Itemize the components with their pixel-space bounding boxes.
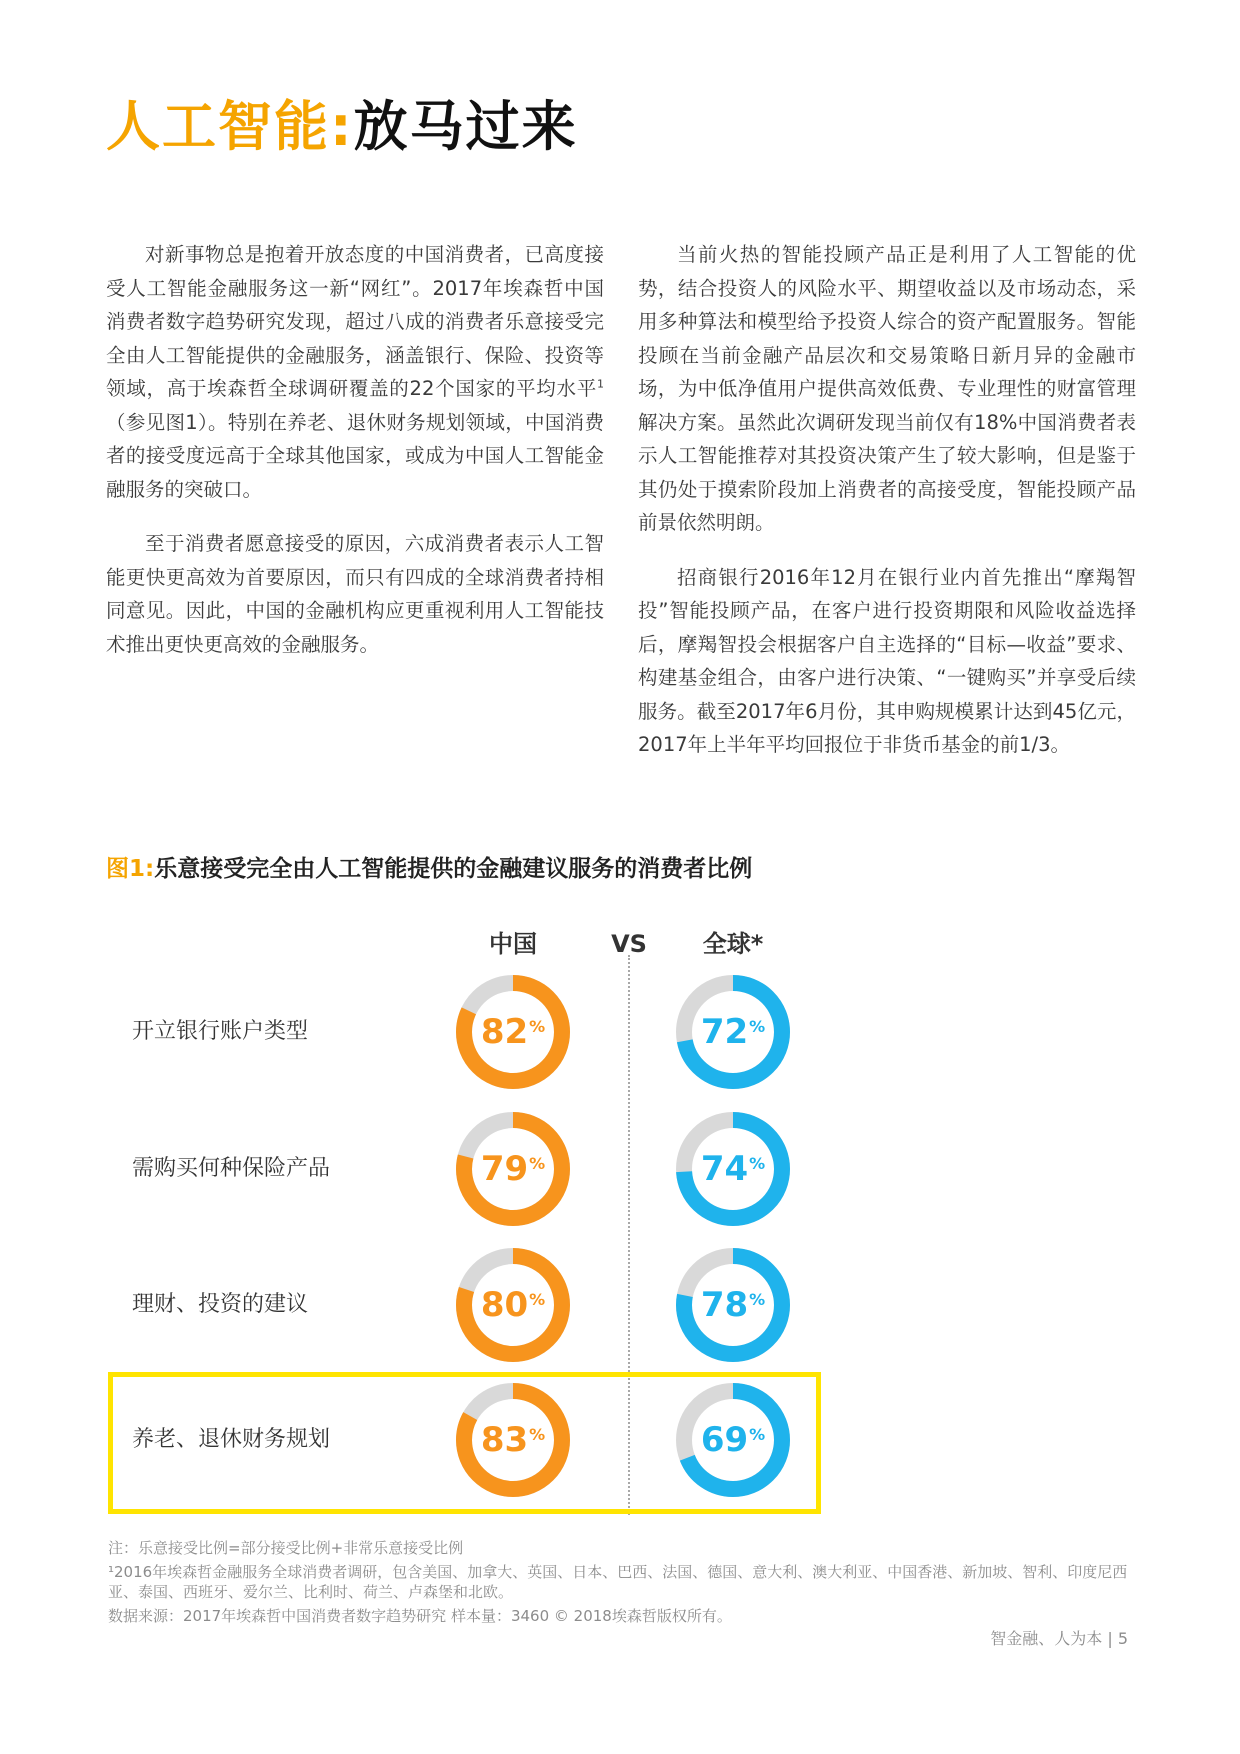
- donut-value: [452, 1108, 574, 1230]
- row-label: 理财、投资的建议: [132, 1292, 309, 1317]
- vs-label: VS: [611, 930, 647, 958]
- donut-value: [672, 1244, 794, 1366]
- donut-unit: %: [749, 1424, 766, 1444]
- donut-number: 80: [480, 1285, 529, 1325]
- page-footer: 智金融、人为本 | 5: [990, 1629, 1128, 1648]
- china-donut: [452, 1108, 574, 1230]
- right-paragraph-1: 当前火热的智能投顾产品正是利用了人工智能的优势，结合投资人的风险水平、期望收益以及市场动态，采用多种算法和模型给予投资人综合的资产配置服务。智能投顾在当前金融产品层次和交易策略日新月异的金融市场，为中低净值用户提供高效低费、专业理性的财富管理解决方案。虽然此次调研发现当前仅有18%中国消费者表示人工智能推荐对其投资决策产生了较大影响，但是鉴于其仍处于摸索阶段加上消费者的高接受度，智能投顾产品前景依然明朗。: [638, 243, 1136, 534]
- donut-number: 78: [700, 1285, 749, 1325]
- footer-text: 智金融、人为本: [990, 1629, 1103, 1648]
- left-para1-text-b: （参见图1）。特别在养老、退休财务规划领域，中国消费者的接受度远高于全球其他国家，或成为中国人工智能金融服务的突破口。: [106, 410, 604, 501]
- donut-number: 83: [480, 1420, 529, 1460]
- donut-unit: %: [529, 1016, 546, 1036]
- left-paragraph-2: 至于消费者愿意接受的原因，六成消费者表示人工智能更快更高效为首要原因，而只有四成的全球消费者持相同意见。因此，中国的金融机构应更重视利用人工智能技术推出更快更高效的金融服务。: [106, 532, 604, 656]
- donut-unit: %: [529, 1289, 546, 1309]
- figure-title-text: 乐意接受完全由人工智能提供的金融建议服务的消费者比例: [154, 856, 753, 882]
- global-header: 全球*: [702, 930, 764, 958]
- source-text: 数据来源：2017年埃森哲中国消费者数字趋势研究 样本量：3460 © 2018埃森哲版权所有。: [108, 1607, 732, 1625]
- title-main: 放马过来: [353, 95, 578, 158]
- donut-value: [672, 971, 794, 1093]
- left-column: [106, 238, 604, 682]
- row-label: 开立银行账户类型: [132, 1019, 309, 1044]
- global-donut: [672, 1108, 794, 1230]
- donut-number: 82: [480, 1012, 529, 1052]
- china-donut: [452, 1379, 574, 1501]
- left-para1-text-a: 对新事物总是抱着开放态度的中国消费者，已高度接受人工智能金融服务这一新“网红”。2017年埃森哲中国消费者数字趋势研究发现，超过八成的消费者乐意接受完全由人工智能提供的金融服务，涵盖银行、保险、投资等领域，高于埃森哲全球调研覆盖的22个国家的平均水平: [106, 243, 604, 400]
- page-number: 5: [1117, 1629, 1128, 1648]
- china-header: 中国: [489, 930, 537, 958]
- donut-unit: %: [529, 1153, 546, 1173]
- donut-unit: %: [749, 1153, 766, 1173]
- donut-value: [452, 1379, 574, 1501]
- left-paragraph-1: [106, 238, 604, 506]
- donut-value: [672, 1379, 794, 1501]
- donut-number: 69: [700, 1420, 749, 1460]
- global-donut: [672, 971, 794, 1093]
- china-donut: [452, 1244, 574, 1366]
- title-accent: 人工智能:: [106, 95, 354, 158]
- figure-title: [106, 850, 752, 883]
- figure-label: 图1:: [106, 856, 155, 882]
- donut-number: 72: [700, 1012, 749, 1052]
- donut-value: [672, 1108, 794, 1230]
- right-paragraph-2: 招商银行2016年12月在银行业内首先推出“摩羯智投”智能投顾产品，在客户进行投资期限和风险收益选择后，摩羯智投会根据客户自主选择的“目标—收益”要求、构建基金组合，由客户进行决策、“一键购买”并享受后续服务。截至2017年6月份，其申购规模累计达到45亿元，2017年上半年平均回报位于非货币基金的前1/3。: [638, 565, 1136, 756]
- donut-value: [452, 1244, 574, 1366]
- row-label: 需购买何种保险产品: [132, 1156, 331, 1181]
- donut-unit: %: [529, 1424, 546, 1444]
- footnote-marker: 1: [597, 377, 604, 391]
- donut-unit: %: [749, 1289, 766, 1309]
- china-donut: [452, 971, 574, 1093]
- donut-value: [452, 971, 574, 1093]
- donut-number: 74: [700, 1149, 749, 1189]
- donut-number: 79: [480, 1149, 529, 1189]
- footnote-text: ¹2016年埃森哲金融服务全球消费者调研，包含美国、加拿大、英国、日本、巴西、法国、德国、意大利、澳大利亚、中国香港、新加坡、智利、印度尼西亚、泰国、西班牙、爱尔兰、比利时、荷兰、卢森堡和北欧。: [108, 1563, 1128, 1601]
- global-donut: [672, 1379, 794, 1501]
- right-column: [638, 238, 1136, 783]
- notes: [108, 1538, 1128, 1630]
- global-donut: [672, 1244, 794, 1366]
- row-label: 养老、退休财务规划: [132, 1427, 331, 1452]
- donut-unit: %: [749, 1016, 766, 1036]
- page-title: [106, 92, 578, 162]
- note-text: 注：乐意接受比例=部分接受比例+非常乐意接受比例: [108, 1539, 464, 1557]
